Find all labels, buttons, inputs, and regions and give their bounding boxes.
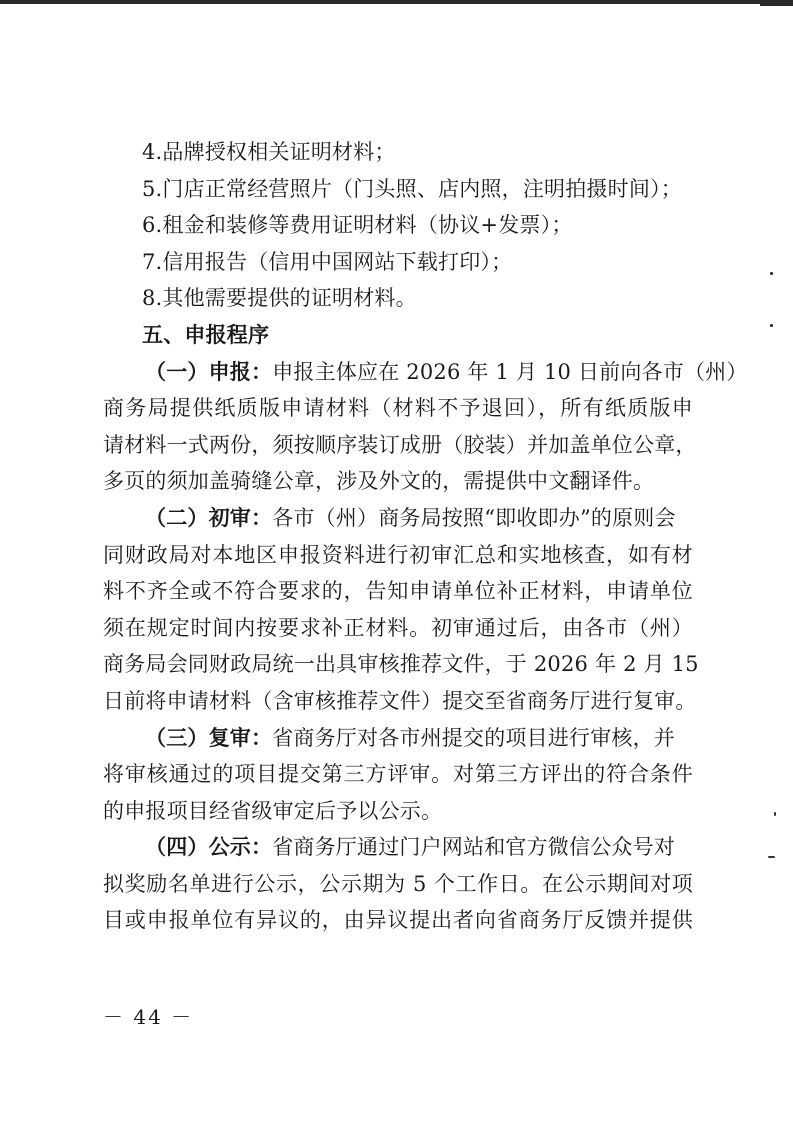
scan-artifact-dot [774,812,776,816]
paragraph-line: 日前将申请材料（含审核推荐文件）提交至省商务厅进行复审。 [103,688,697,713]
scan-artifact-dot [770,272,773,275]
scan-artifact-dot [768,856,775,858]
paragraph-line: 请材料一式两份，须按顺序装订成册（胶装）并加盖单位公章， [103,432,697,457]
paragraph-line: 将审核通过的项目提交第三方评审。对第三方评出的符合条件 [103,762,693,787]
paragraph-publicity [103,829,693,939]
paragraph-line: 须在规定时间内按要求补正材料。初审通过后，由各市（州） [103,615,693,640]
paragraph-line [103,500,693,537]
paragraph-line: 目或申报单位有异议的，由异议提出者向省商务厅反馈并提供 [103,908,693,933]
list-item-8: 8.其他需要提供的证明材料。 [142,286,417,311]
paragraph-label: （三）复审： [145,725,273,750]
paragraph-line: 多页的须加盖骑缝公章，涉及外文的，需提供中文翻译件。 [103,469,655,494]
paragraph-line [103,720,693,757]
paragraph-text: 各市（州）商务局按照“即收即办”的原则会 [272,505,676,530]
paragraph-text: 省商务厅对各市州提交的项目进行审核，并 [272,725,676,750]
paragraph-line: 同财政局对本地区申报资料进行初审汇总和实地核查，如有材 [103,542,693,567]
paragraph-line: 的申报项目经省级审定后予以公示。 [103,798,443,823]
scan-artifact-dot [770,324,773,327]
paragraph-text: 省商务厅通过门户网站和官方微信公众号对 [272,835,676,860]
paragraph-text: 申报主体应在 2026 年 1 月 10 日前向各市（州） [272,359,748,384]
paragraph-line [103,829,693,866]
top-scan-rule-end [760,0,793,6]
paragraph-line: 料不齐全或不符合要求的，告知申请单位补正材料，申请单位 [103,579,693,604]
paragraph-line [103,354,748,391]
document-body [103,134,748,939]
paragraph-second-review [103,720,693,830]
paragraph-line: 拟奖励名单进行公示，公示期为 5 个工作日。在公示期间对项 [103,871,693,896]
top-scan-rule [0,0,793,4]
page-number: － 44 － [103,1005,194,1029]
list-item-5: 5.门店正常经营照片（门头照、店内照，注明拍摄时间）； [142,176,682,201]
paragraph-label: （一）申报： [145,359,273,384]
list-item-7: 7.信用报告（信用中国网站下载打印）； [142,249,513,274]
section-heading: 五、申报程序 [142,321,270,347]
paragraph-line: 商务局会同财政局统一出具审核推荐文件，于 2026 年 2 月 15 [103,652,699,677]
paragraph-label: （四）公示： [145,835,273,860]
paragraph-label: （二）初审： [145,505,273,530]
paragraph-application [103,354,748,500]
list-item-4: 4.品牌授权相关证明材料； [142,140,396,164]
paragraph-line: 商务局提供纸质版申请材料（材料不予退回），所有纸质版申 [103,396,693,421]
paragraph-preliminary-review [103,500,699,720]
list-item-6: 6.租金和装修等费用证明材料（协议+发票）； [142,213,573,238]
